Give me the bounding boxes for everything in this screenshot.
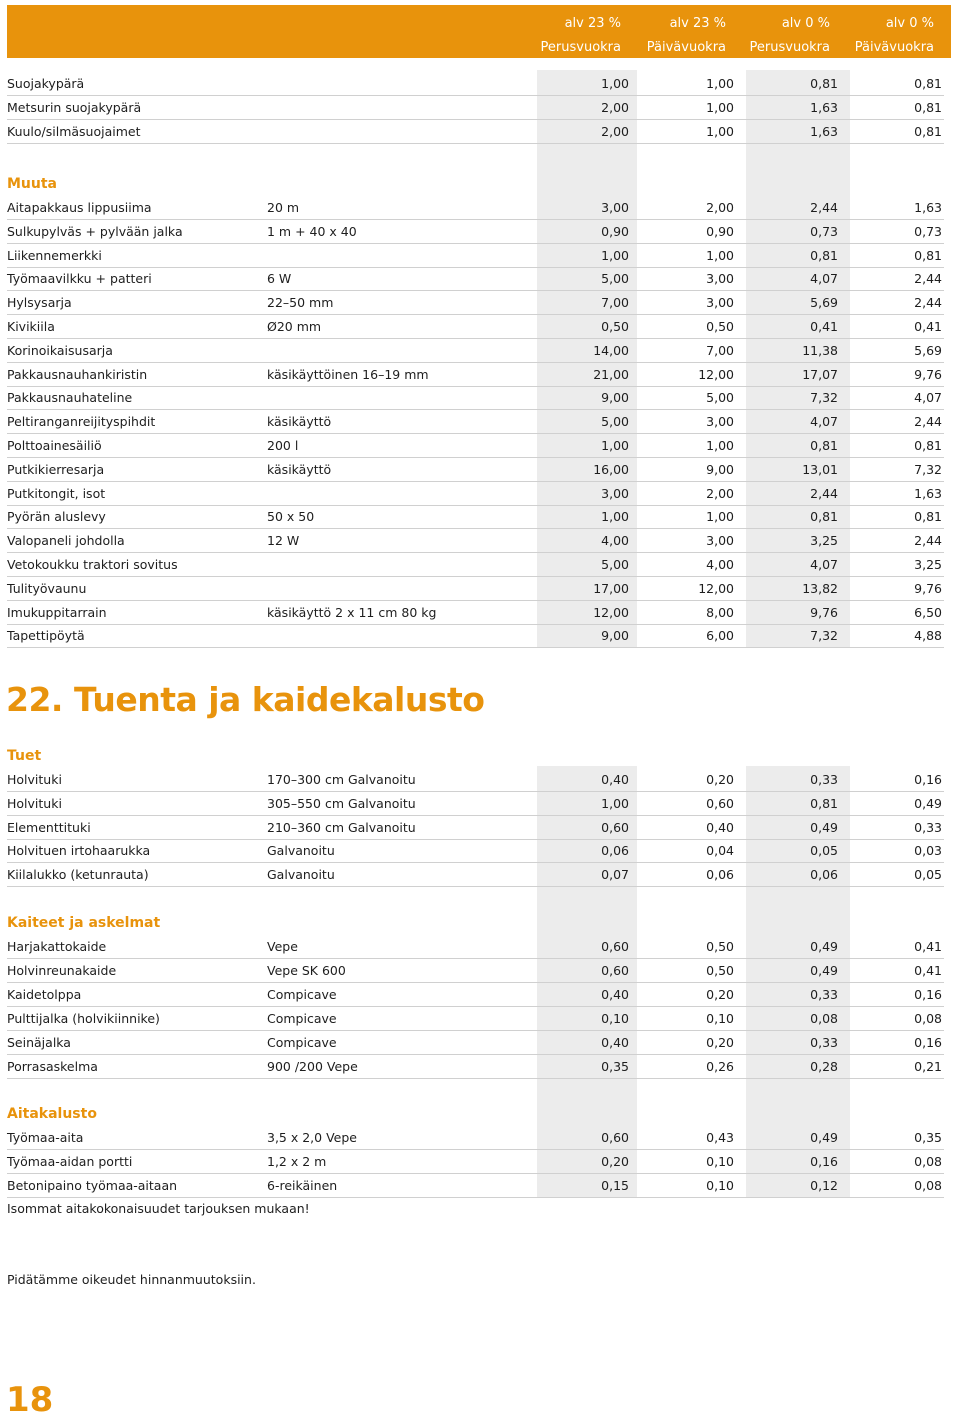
price-value: 0,35	[914, 1130, 942, 1145]
price-value: 2,44	[810, 200, 838, 215]
item-spec: Ø20 mm	[267, 319, 322, 334]
price-value: 1,63	[914, 200, 942, 215]
price-value: 5,00	[601, 557, 629, 572]
row-divider	[7, 647, 944, 648]
row-divider	[7, 95, 944, 96]
price-value: 0,15	[601, 1178, 629, 1193]
item-name: Aitapakkaus lippusiima	[7, 200, 152, 215]
item-name: Porrasaskelma	[7, 1059, 98, 1074]
header-vat: alv 23 %	[669, 16, 726, 31]
table-row	[7, 365, 944, 385]
item-spec: 200 l	[267, 438, 299, 453]
price-value: 0,10	[706, 1178, 734, 1193]
row-divider	[7, 219, 944, 220]
price-value: 0,50	[706, 963, 734, 978]
table-row	[7, 794, 944, 814]
section-title-tuet: Tuet	[7, 748, 42, 764]
price-value: 2,00	[601, 124, 629, 139]
price-value: 0,16	[914, 1035, 942, 1050]
row-divider	[7, 624, 944, 625]
table-row	[7, 818, 944, 838]
price-value: 0,41	[810, 319, 838, 334]
price-value: 0,40	[601, 987, 629, 1002]
price-value: 2,44	[914, 533, 942, 548]
price-value: 7,32	[810, 390, 838, 405]
row-divider	[7, 314, 944, 315]
price-value: 4,88	[914, 628, 942, 643]
item-spec: 3,5 x 2,0 Vepe	[267, 1130, 357, 1145]
table-row	[7, 98, 944, 118]
item-spec: käsikäyttö	[267, 414, 332, 429]
table-row	[7, 122, 944, 142]
item-spec: käsikäyttö 2 x 11 cm 80 kg	[267, 605, 437, 620]
price-value: 7,32	[810, 628, 838, 643]
price-value: 0,12	[810, 1178, 838, 1193]
price-value: 0,49	[914, 796, 942, 811]
table-row	[7, 531, 944, 551]
header-type: Päivävuokra	[646, 40, 726, 55]
price-value: 0,60	[601, 1130, 629, 1145]
price-value: 0,16	[810, 1154, 838, 1169]
price-value: 0,81	[810, 438, 838, 453]
page-number: 18	[6, 1380, 54, 1420]
table-row	[7, 293, 944, 313]
table-row	[7, 961, 944, 981]
row-divider	[7, 362, 944, 363]
item-name: Hylsysarja	[7, 295, 72, 310]
price-value: 12,00	[593, 605, 629, 620]
table-row	[7, 198, 944, 218]
price-value: 0,40	[601, 1035, 629, 1050]
price-value: 8,00	[706, 605, 734, 620]
price-value: 7,00	[706, 343, 734, 358]
price-value: 4,07	[810, 557, 838, 572]
header-col-4	[834, 12, 934, 60]
section-title-muuta: Muuta	[7, 176, 58, 192]
price-value: 5,00	[601, 414, 629, 429]
price-value: 1,63	[810, 124, 838, 139]
price-value: 2,44	[810, 486, 838, 501]
item-spec: 1,2 x 2 m	[267, 1154, 327, 1169]
price-value: 1,63	[810, 100, 838, 115]
table-row	[7, 246, 944, 266]
price-value: 0,81	[914, 248, 942, 263]
row-divider	[7, 1030, 944, 1031]
price-value: 13,82	[802, 581, 838, 596]
price-value: 0,81	[914, 438, 942, 453]
item-spec: Galvanoitu	[267, 867, 335, 882]
row-divider	[7, 386, 944, 387]
price-value: 0,81	[914, 124, 942, 139]
row-divider	[7, 528, 944, 529]
table-row	[7, 603, 944, 623]
price-value: 0,60	[601, 939, 629, 954]
price-value: 3,00	[706, 295, 734, 310]
price-value: 0,10	[601, 1011, 629, 1026]
item-spec: 6-reikäinen	[267, 1178, 338, 1193]
table-row	[7, 507, 944, 527]
section-title-kaiteet: Kaiteet ja askelmat	[7, 915, 161, 931]
item-name: Seinäjalka	[7, 1035, 71, 1050]
table-row	[7, 412, 944, 432]
price-value: 3,00	[706, 271, 734, 286]
price-value: 0,26	[706, 1059, 734, 1074]
header-vat: alv 0 %	[885, 16, 934, 31]
item-spec: 6 W	[267, 271, 292, 286]
item-name: Suojakypärä	[7, 76, 85, 91]
price-value: 0,81	[810, 509, 838, 524]
table-row	[7, 865, 944, 885]
table-row	[7, 1152, 944, 1172]
price-value: 1,00	[706, 509, 734, 524]
item-spec: Compicave	[267, 987, 337, 1002]
price-value: 0,73	[810, 224, 838, 239]
item-name: Kiilalukko (ketunrauta)	[7, 867, 149, 882]
table-row	[7, 579, 944, 599]
price-value: 9,76	[914, 367, 942, 382]
item-name: Holvituen irtohaarukka	[7, 843, 151, 858]
item-spec: Vepe	[267, 939, 298, 954]
price-value: 0,81	[914, 509, 942, 524]
row-divider	[7, 505, 944, 506]
table-row	[7, 74, 944, 94]
item-name: Holvituki	[7, 796, 62, 811]
item-spec: 170–300 cm Galvanoitu	[267, 772, 416, 787]
item-name: Betonipaino työmaa-aitaan	[7, 1178, 178, 1193]
price-value: 0,49	[810, 963, 838, 978]
item-spec: 20 m	[267, 200, 300, 215]
item-name: Imukuppitarrain	[7, 605, 107, 620]
price-value: 3,00	[706, 414, 734, 429]
price-value: 4,07	[914, 390, 942, 405]
price-value: 6,50	[914, 605, 942, 620]
price-value: 0,60	[601, 820, 629, 835]
price-value: 0,41	[914, 939, 942, 954]
note-large-orders: Isommat aitakokonaisuudet tarjouksen mukaan!	[7, 1201, 310, 1216]
price-value: 9,76	[810, 605, 838, 620]
price-value: 0,07	[601, 867, 629, 882]
price-value: 2,44	[914, 295, 942, 310]
price-value: 0,05	[914, 867, 942, 882]
table-row	[7, 1009, 944, 1029]
price-value: 0,35	[601, 1059, 629, 1074]
item-name: Korinoikaisusarja	[7, 343, 113, 358]
price-value: 0,60	[601, 963, 629, 978]
item-name: Harjakattokaide	[7, 939, 107, 954]
item-name: Työmaa-aita	[7, 1130, 84, 1145]
price-value: 0,20	[706, 772, 734, 787]
price-value: 0,50	[706, 319, 734, 334]
price-value: 5,69	[914, 343, 942, 358]
header-col-2	[626, 12, 726, 60]
item-name: Holvinreunakaide	[7, 963, 117, 978]
row-divider	[7, 886, 944, 887]
item-name: Pyörän aluslevy	[7, 509, 106, 524]
price-value: 2,00	[706, 486, 734, 501]
row-divider	[7, 1149, 944, 1150]
price-value: 2,00	[706, 200, 734, 215]
price-value: 1,00	[706, 248, 734, 263]
item-name: Kivikiila	[7, 319, 55, 334]
price-value: 1,00	[601, 248, 629, 263]
price-value: 2,00	[601, 100, 629, 115]
header-vat: alv 0 %	[781, 16, 830, 31]
price-value: 1,00	[601, 76, 629, 91]
row-divider	[7, 267, 944, 268]
price-value: 0,21	[914, 1059, 942, 1074]
table-row	[7, 222, 944, 242]
table-row	[7, 1176, 944, 1196]
price-value: 0,20	[706, 1035, 734, 1050]
item-spec: 210–360 cm Galvanoitu	[267, 820, 416, 835]
header-type: Perusvuokra	[540, 40, 621, 55]
item-name: Pulttijalka (holvikiinnike)	[7, 1011, 160, 1026]
row-divider	[7, 958, 944, 959]
row-divider	[7, 1078, 944, 1079]
item-name: Putkitongit, isot	[7, 486, 106, 501]
table-row	[7, 341, 944, 361]
item-name: Vetokoukku traktori sovitus	[7, 557, 178, 572]
item-name: Liikennemerkki	[7, 248, 102, 263]
table-row	[7, 388, 944, 408]
row-divider	[7, 143, 944, 144]
header-type: Perusvuokra	[749, 40, 830, 55]
item-spec: 1 m + 40 x 40	[267, 224, 357, 239]
table-row	[7, 841, 944, 861]
price-value: 3,25	[914, 557, 942, 572]
price-value: 7,00	[601, 295, 629, 310]
price-value: 4,07	[810, 414, 838, 429]
price-value: 2,44	[914, 271, 942, 286]
table-row	[7, 626, 944, 646]
price-value: 0,49	[810, 820, 838, 835]
item-name: Työmaavilkku + patteri	[7, 271, 152, 286]
price-value: 5,00	[706, 390, 734, 405]
price-value: 0,33	[914, 820, 942, 835]
row-divider	[7, 481, 944, 482]
price-value: 0,03	[914, 843, 942, 858]
item-name: Polttoainesäiliö	[7, 438, 102, 453]
table-row	[7, 484, 944, 504]
price-value: 9,00	[706, 462, 734, 477]
item-spec: käsikäyttö	[267, 462, 332, 477]
price-value: 0,06	[706, 867, 734, 882]
item-spec: käsikäyttöinen 16–19 mm	[267, 367, 429, 382]
table-row	[7, 317, 944, 337]
row-divider	[7, 243, 944, 244]
price-value: 0,20	[601, 1154, 629, 1169]
price-value: 0,49	[810, 939, 838, 954]
item-name: Peltiranganreijityspihdit	[7, 414, 156, 429]
price-value: 1,00	[706, 124, 734, 139]
item-spec: Vepe SK 600	[267, 963, 346, 978]
row-divider	[7, 409, 944, 410]
price-value: 6,00	[706, 628, 734, 643]
price-value: 0,33	[810, 772, 838, 787]
row-divider	[7, 1006, 944, 1007]
price-value: 1,00	[706, 100, 734, 115]
table-row	[7, 1128, 944, 1148]
price-value: 0,08	[810, 1011, 838, 1026]
table-row	[7, 1033, 944, 1053]
price-value: 0,33	[810, 987, 838, 1002]
price-value: 0,81	[810, 248, 838, 263]
row-divider	[7, 576, 944, 577]
price-value: 13,01	[802, 462, 838, 477]
section-title-aitakalusto: Aitakalusto	[7, 1106, 97, 1122]
table-row	[7, 770, 944, 790]
price-value: 0,90	[601, 224, 629, 239]
price-value: 0,10	[706, 1154, 734, 1169]
item-name: Holvituki	[7, 772, 62, 787]
note-price-changes: Pidätämme oikeudet hinnanmuutoksiin.	[7, 1272, 256, 1287]
price-value: 0,81	[914, 100, 942, 115]
header-col-3	[730, 12, 830, 60]
price-value: 21,00	[593, 367, 629, 382]
price-value: 0,40	[601, 772, 629, 787]
table-row	[7, 985, 944, 1005]
table-row	[7, 269, 944, 289]
price-value: 3,25	[810, 533, 838, 548]
row-divider	[7, 1173, 944, 1174]
item-spec: 900 /200 Vepe	[267, 1059, 358, 1074]
price-value: 9,76	[914, 581, 942, 596]
price-value: 1,00	[601, 438, 629, 453]
item-name: Metsurin suojakypärä	[7, 100, 142, 115]
price-value: 16,00	[593, 462, 629, 477]
row-divider	[7, 791, 944, 792]
price-value: 0,06	[601, 843, 629, 858]
price-value: 0,20	[706, 987, 734, 1002]
price-value: 0,73	[914, 224, 942, 239]
price-value: 0,04	[706, 843, 734, 858]
price-value: 0,08	[914, 1178, 942, 1193]
table-row	[7, 436, 944, 456]
header-col-1	[521, 12, 621, 60]
price-value: 0,16	[914, 772, 942, 787]
item-name: Pakkausnauhankiristin	[7, 367, 148, 382]
price-value: 3,00	[706, 533, 734, 548]
price-value: 0,81	[914, 76, 942, 91]
row-divider	[7, 119, 944, 120]
price-value: 1,00	[601, 509, 629, 524]
row-divider	[7, 815, 944, 816]
price-value: 14,00	[593, 343, 629, 358]
price-value: 0,60	[706, 796, 734, 811]
item-name: Tapettipöytä	[7, 628, 85, 643]
header-vat: alv 23 %	[564, 16, 621, 31]
price-value: 12,00	[698, 367, 734, 382]
price-value: 1,00	[706, 438, 734, 453]
item-spec: 50 x 50	[267, 509, 315, 524]
row-divider	[7, 457, 944, 458]
item-name: Kuulo/silmäsuojaimet	[7, 124, 141, 139]
price-value: 0,43	[706, 1130, 734, 1145]
page-section-heading: 22. Tuenta ja kaidekalusto	[6, 680, 485, 719]
row-divider	[7, 338, 944, 339]
price-value: 0,16	[914, 987, 942, 1002]
price-value: 0,81	[810, 76, 838, 91]
price-value: 0,90	[706, 224, 734, 239]
price-value: 5,69	[810, 295, 838, 310]
table-row	[7, 1057, 944, 1077]
table-row	[7, 460, 944, 480]
item-spec: 305–550 cm Galvanoitu	[267, 796, 416, 811]
price-value: 0,40	[706, 820, 734, 835]
item-spec: Compicave	[267, 1011, 337, 1026]
price-value: 7,32	[914, 462, 942, 477]
item-name: Sulkupylväs + pylvään jalka	[7, 224, 183, 239]
row-divider	[7, 862, 944, 863]
price-value: 17,07	[802, 367, 838, 382]
price-value: 0,08	[914, 1011, 942, 1026]
price-value: 0,41	[914, 319, 942, 334]
price-value: 1,00	[601, 796, 629, 811]
price-value: 0,08	[914, 1154, 942, 1169]
price-value: 4,00	[601, 533, 629, 548]
row-divider	[7, 1054, 944, 1055]
row-divider	[7, 839, 944, 840]
price-value: 0,49	[810, 1130, 838, 1145]
item-name: Valopaneli johdolla	[7, 533, 125, 548]
price-value: 5,00	[601, 271, 629, 286]
row-divider	[7, 433, 944, 434]
row-divider	[7, 1197, 944, 1198]
price-value: 2,44	[914, 414, 942, 429]
row-divider	[7, 552, 944, 553]
price-value: 9,00	[601, 628, 629, 643]
item-name: Elementtituki	[7, 820, 91, 835]
price-value: 12,00	[698, 581, 734, 596]
price-value: 3,00	[601, 486, 629, 501]
price-value: 0,50	[706, 939, 734, 954]
row-divider	[7, 290, 944, 291]
table-row	[7, 937, 944, 957]
price-value: 0,05	[810, 843, 838, 858]
price-value: 0,10	[706, 1011, 734, 1026]
table-row	[7, 555, 944, 575]
price-value: 1,00	[706, 76, 734, 91]
price-value: 4,00	[706, 557, 734, 572]
price-value: 17,00	[593, 581, 629, 596]
price-value: 0,81	[810, 796, 838, 811]
price-value: 0,50	[601, 319, 629, 334]
item-spec: Compicave	[267, 1035, 337, 1050]
row-divider	[7, 600, 944, 601]
item-name: Tulityövaunu	[7, 581, 87, 596]
price-value: 9,00	[601, 390, 629, 405]
price-value: 0,41	[914, 963, 942, 978]
item-name: Putkikierresarja	[7, 462, 105, 477]
price-value: 0,28	[810, 1059, 838, 1074]
header-type: Päivävuokra	[854, 40, 934, 55]
row-divider	[7, 982, 944, 983]
item-name: Kaidetolppa	[7, 987, 82, 1002]
item-name: Työmaa-aidan portti	[7, 1154, 133, 1169]
item-spec: 22–50 mm	[267, 295, 334, 310]
price-value: 0,33	[810, 1035, 838, 1050]
item-spec: Galvanoitu	[267, 843, 335, 858]
price-value: 0,06	[810, 867, 838, 882]
price-value: 1,63	[914, 486, 942, 501]
price-value: 4,07	[810, 271, 838, 286]
item-name: Pakkausnauhateline	[7, 390, 133, 405]
price-value: 11,38	[802, 343, 838, 358]
price-header	[7, 5, 951, 58]
price-value: 3,00	[601, 200, 629, 215]
item-spec: 12 W	[267, 533, 300, 548]
